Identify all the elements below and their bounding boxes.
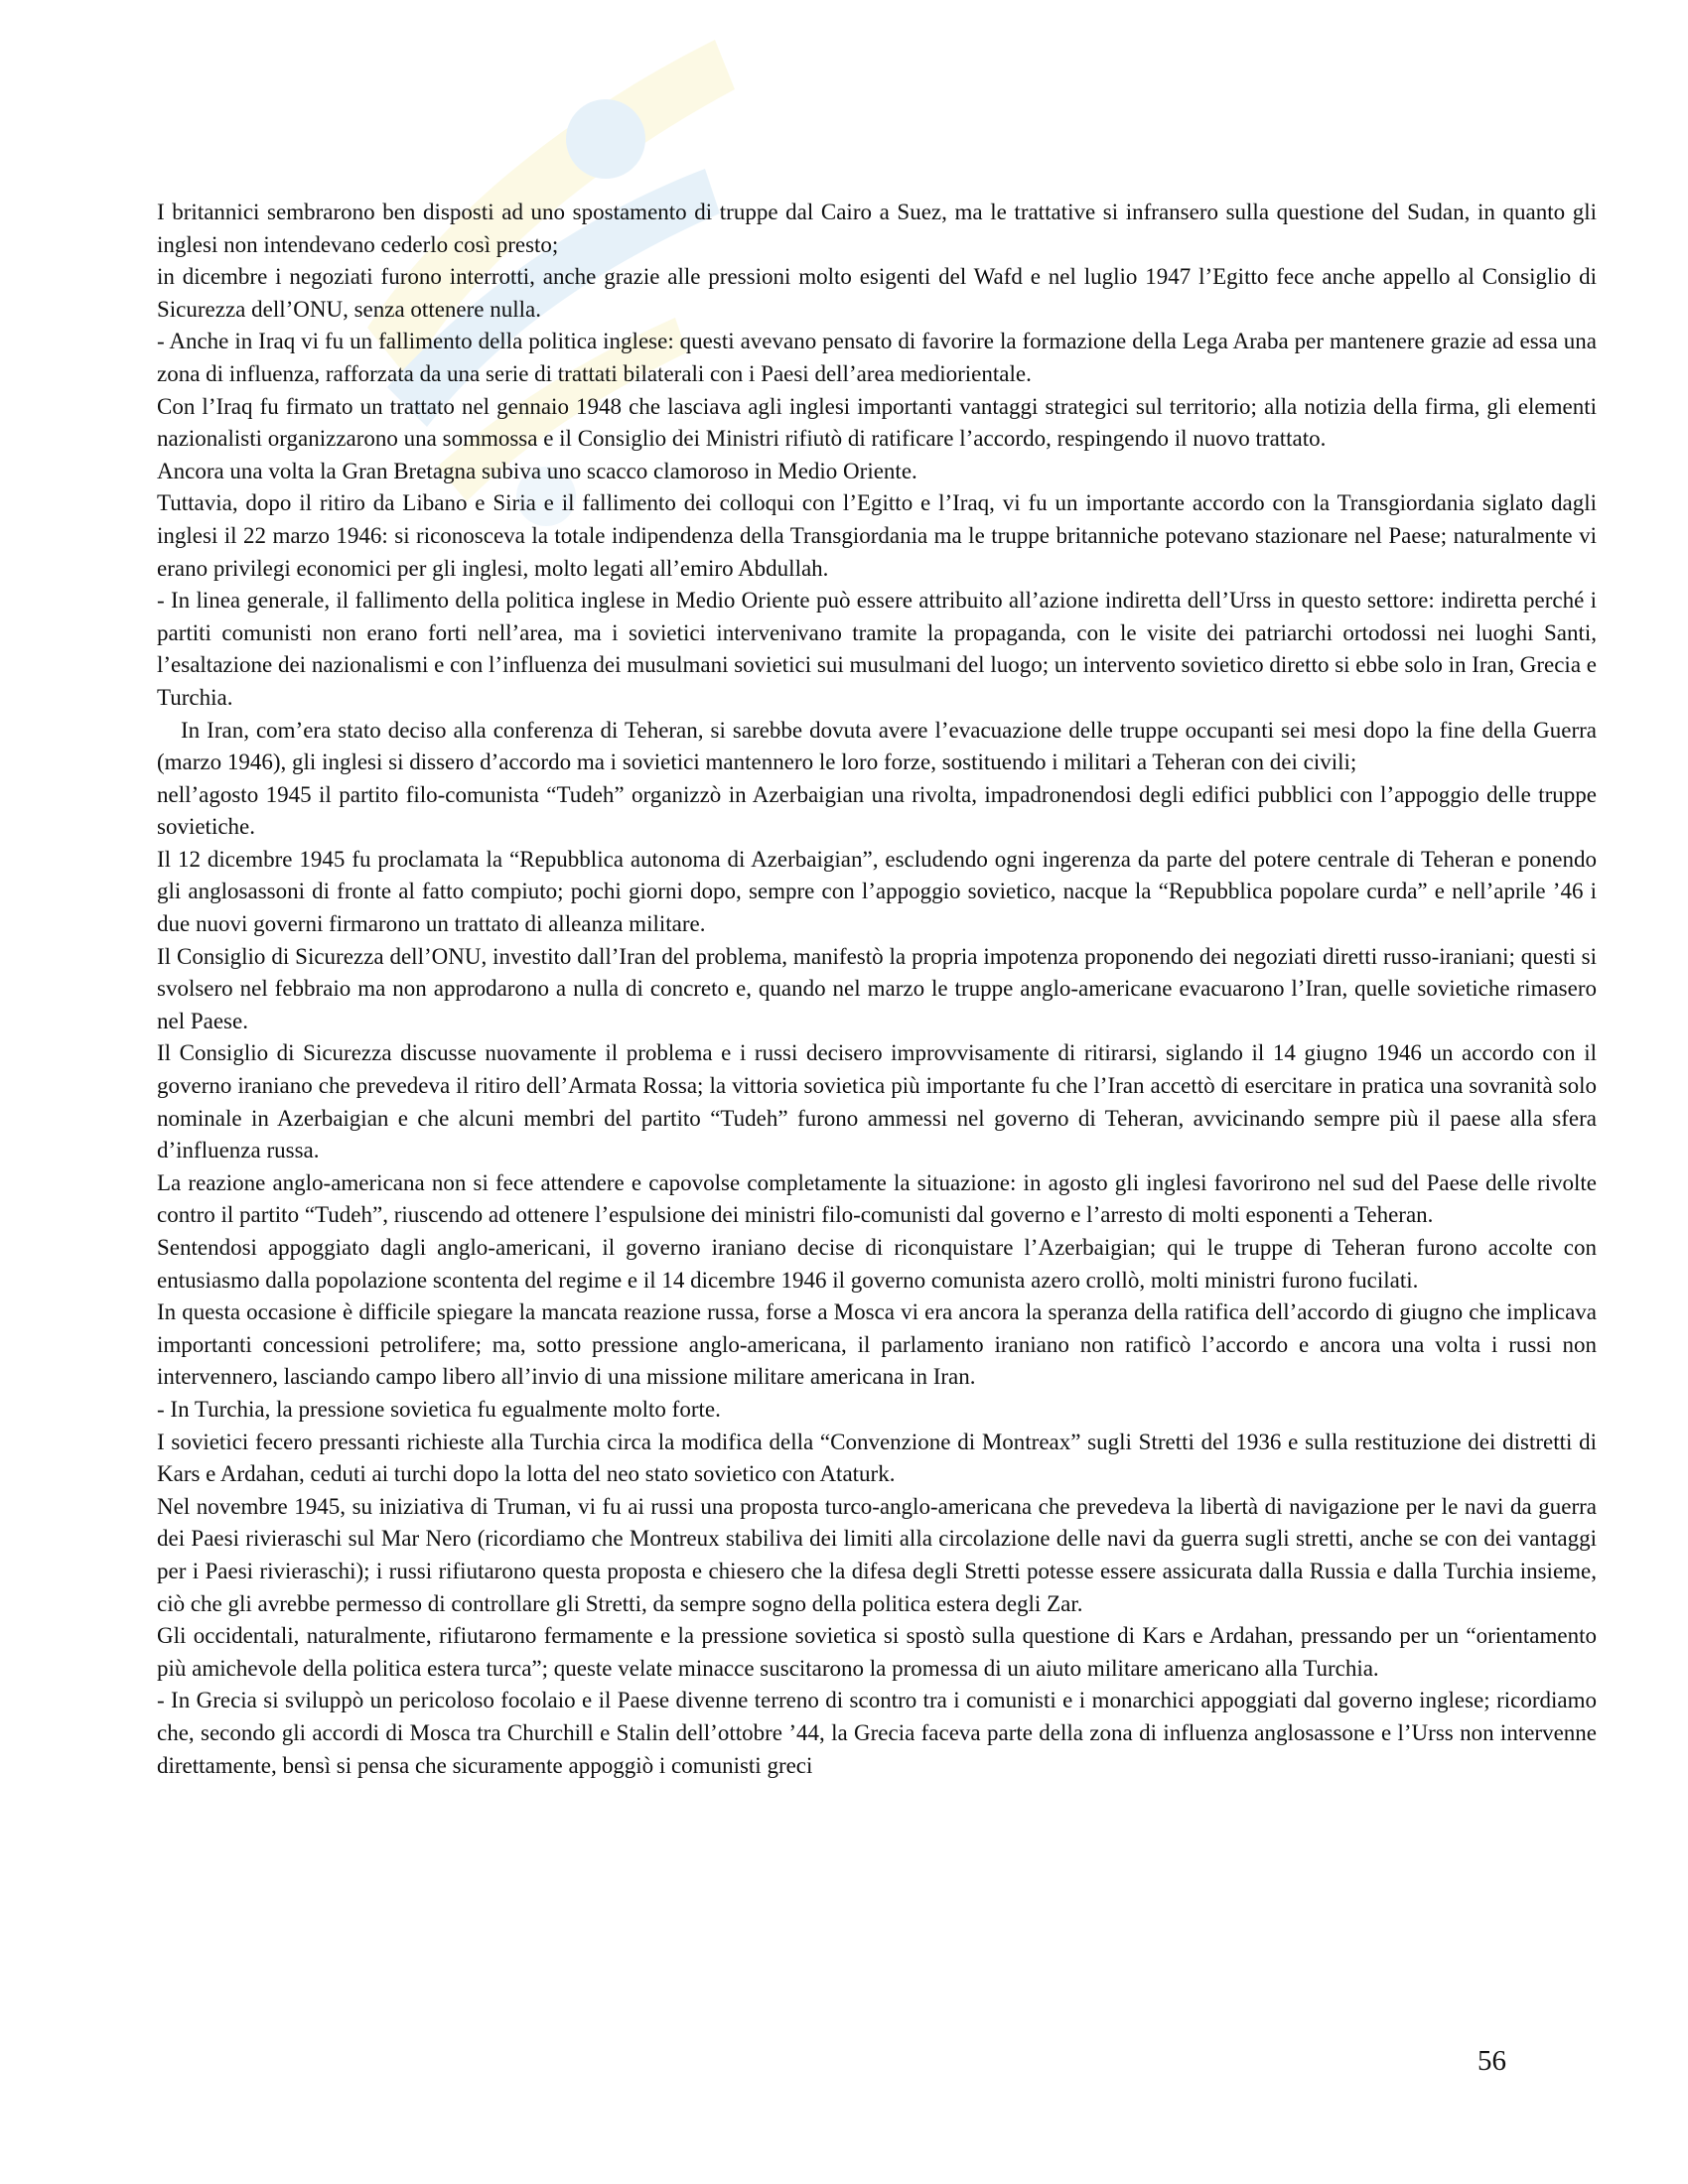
page-number: 56 bbox=[1477, 2045, 1506, 2077]
paragraph: Il Consiglio di Sicurezza dell’ONU, investito dall’Iran del problema, manifestò la propria impotenza proponendo dei negoziati diretti russo-iraniani; questi si svolsero nel febbraio ma non approdarono a nulla di concreto e, quando nel marzo le truppe anglo-americane evacuarono l’Iran, quelle sovietiche rimasero nel Paese. bbox=[157, 943, 1597, 1033]
paragraph: - In Grecia si sviluppò un pericoloso focolaio e il Paese divenne terreno di scontro tra i comunisti e i monarchici appoggiati dal governo inglese; ricordiamo che, secondo gli accordi di Mosca tra Churchill e Stalin dell’ottobre ’44, la Grecia faceva parte della zona di influenza anglosassone e l’Urss non intervenne direttamente, bensì si pensa che sicuramente appoggiò i comunisti greci bbox=[157, 1688, 1597, 1778]
paragraph: - In Turchia, la pressione sovietica fu egualmente molto forte. bbox=[157, 1396, 721, 1422]
document-body bbox=[157, 197, 1597, 1782]
paragraph: In questa occasione è difficile spiegare la mancata reazione russa, forse a Mosca vi era ancora la speranza della ratifica dell’accordo di giugno che implicava importanti concessioni petrolifere; ma, sotto pressione anglo-americana, il parlamento iraniano non ratificò l’accordo e ancora una volta i russi non intervennero, lasciando campo libero all’invio di una missione militare americana in Iran. bbox=[157, 1299, 1597, 1390]
paragraph: nell’agosto 1945 il partito filo-comunista “Tudeh” organizzò in Azerbaigian una rivolta, impadronendosi degli edifici pubblici con l’appoggio delle truppe sovietiche. bbox=[157, 781, 1597, 840]
paragraph: I britannici sembrarono ben disposti ad uno spostamento di truppe dal Cairo a Suez, ma le trattative si infransero sulla questione del Sudan, in quanto gli inglesi non intendevano cederlo così presto; bbox=[157, 200, 1597, 257]
paragraph: Tuttavia, dopo il ritiro da Libano e Siria e il fallimento dei colloqui con l’Egitto e l’Iraq, vi fu un importante accordo con la Transgiordania siglato dagli inglesi il 22 marzo 1946: si riconosceva la totale indipendenza della Transgiordania ma le truppe britanniche potevano stazionare nel Paese; naturalmente vi erano privilegi economici per gli inglesi, molto legati all’emiro Abdullah. bbox=[157, 490, 1597, 581]
paragraph: La reazione anglo-americana non si fece attendere e capovolse completamente la situazione: in agosto gli inglesi favorirono nel sud del Paese delle rivolte contro il partito “Tudeh”, riuscendo ad ottenere l’espulsione dei ministri filo-comunisti dal governo e l’arresto di molti esponenti a Teheran. bbox=[157, 1169, 1597, 1228]
paragraph: Con l’Iraq fu firmato un trattato nel gennaio 1948 che lasciava agli inglesi importanti vantaggi strategici sul territorio; alla notizia della firma, gli elementi nazionalisti organizzarono una sommossa e il Consiglio dei Ministri rifiutò di ratificare l’accordo, respingendo il nuovo trattato. bbox=[157, 393, 1597, 452]
paragraph: Il Consiglio di Sicurezza discusse nuovamente il problema e i russi decisero improvvisamente di ritirarsi, siglando il 14 giugno 1946 un accordo con il governo iraniano che prevedeva il ritiro dell’Armata Rossa; la vittoria sovietica più importante fu che l’Iran accettò di esercitare in pratica una sovranità solo nominale in Azerbaigian e che alcuni membri del partito “Tudeh” furono ammessi nel governo di Teheran, avvicinando sempre più il paese alla sfera d’influenza russa. bbox=[157, 1040, 1597, 1163]
paragraph: - In linea generale, il fallimento della politica inglese in Medio Oriente può essere attribuito all’azione indiretta dell’Urss in questo settore: indiretta perché i partiti comunisti non erano forti nell’area, ma i sovietici intervenivano tramite la propaganda, con le visite dei patriarchi ortodossi nei luoghi Santi, l’esaltazione dei nazionalismi e con l’influenza dei musulmani sovietici sui musulmani del luogo; un intervento sovietico diretto si ebbe solo in Iran, Grecia e Turchia. bbox=[157, 588, 1597, 710]
paragraph: Nel novembre 1945, su iniziativa di Truman, vi fu ai russi una proposta turco-anglo-americana che prevedeva la libertà di navigazione per le navi da guerra dei Paesi rivieraschi sul Mar Nero (ricordiamo che Montreux stabiliva dei limiti alla circolazione delle navi da guerra sugli stretti, anche se con dei vantaggi per i Paesi rivieraschi); i russi rifiutarono questa proposta e chiesero che la difesa degli Stretti potesse essere assicurata dalla Russia e dalla Turchia insieme, ciò che gli avrebbe permesso di controllare gli Stretti, da sempre sogno della politica estera degli Zar. bbox=[157, 1493, 1597, 1616]
paragraph: I sovietici fecero pressanti richieste alla Turchia circa la modifica della “Convenzione di Montreax” sugli Stretti del 1936 e sulla restituzione dei distretti di Kars e Ardahan, ceduti ai turchi dopo la lotta del neo stato sovietico con Ataturk. bbox=[157, 1429, 1597, 1487]
paragraph: Ancora una volta la Gran Bretagna subiva uno scacco clamoroso in Medio Oriente. bbox=[157, 458, 917, 483]
paragraph: Sentendosi appoggiato dagli anglo-americani, il governo iraniano decise di riconquistare l’Azerbaigian; qui le truppe di Teheran furono accolte con entusiasmo dalla popolazione scontenta del regime e il 14 dicembre 1946 il governo comunista azero crollò, molti ministri furono fucilati. bbox=[157, 1235, 1597, 1293]
paragraph: - Anche in Iraq vi fu un fallimento della politica inglese: questi avevano pensato di favorire la formazione della Lega Araba per mantenere grazie ad essa una zona di influenza, rafforzata da una serie di trattati bilaterali con i Paesi dell’area mediorientale. bbox=[157, 329, 1597, 386]
paragraph: In Iran, com’era stato deciso alla conferenza di Teheran, si sarebbe dovuta avere l’evacuazione delle truppe occupanti sei mesi dopo la fine della Guerra (marzo 1946), gli inglesi si dissero d’accordo ma i sovietici mantennero le loro forze, sostituendo i militari a Teheran con dei civili; bbox=[157, 717, 1597, 775]
paragraph: Il 12 dicembre 1945 fu proclamata la “Repubblica autonoma di Azerbaigian”, escludendo ogni ingerenza da parte del potere centrale di Teheran e ponendo gli anglosassoni di fronte al fatto compiuto; pochi giorni dopo, sempre con l’appoggio sovietico, nacque la “Repubblica popolare curda” e nell’aprile ’46 i due nuovi governi firmarono un trattato di alleanza militare. bbox=[157, 846, 1597, 937]
paragraph: in dicembre i negoziati furono interrotti, anche grazie alle pressioni molto esigenti del Wafd e nel luglio 1947 l’Egitto fece anche appello al Consiglio di Sicurezza dell’ONU, senza ottenere nulla. bbox=[157, 264, 1597, 322]
paragraph: Gli occidentali, naturalmente, rifiutarono fermamente e la pressione sovietica si spostò sulla questione di Kars e Ardahan, pressando per un “orientamento più amichevole della politica estera turca”; queste velate minacce suscitarono la promessa di un aiuto militare americano alla Turchia. bbox=[157, 1623, 1597, 1681]
